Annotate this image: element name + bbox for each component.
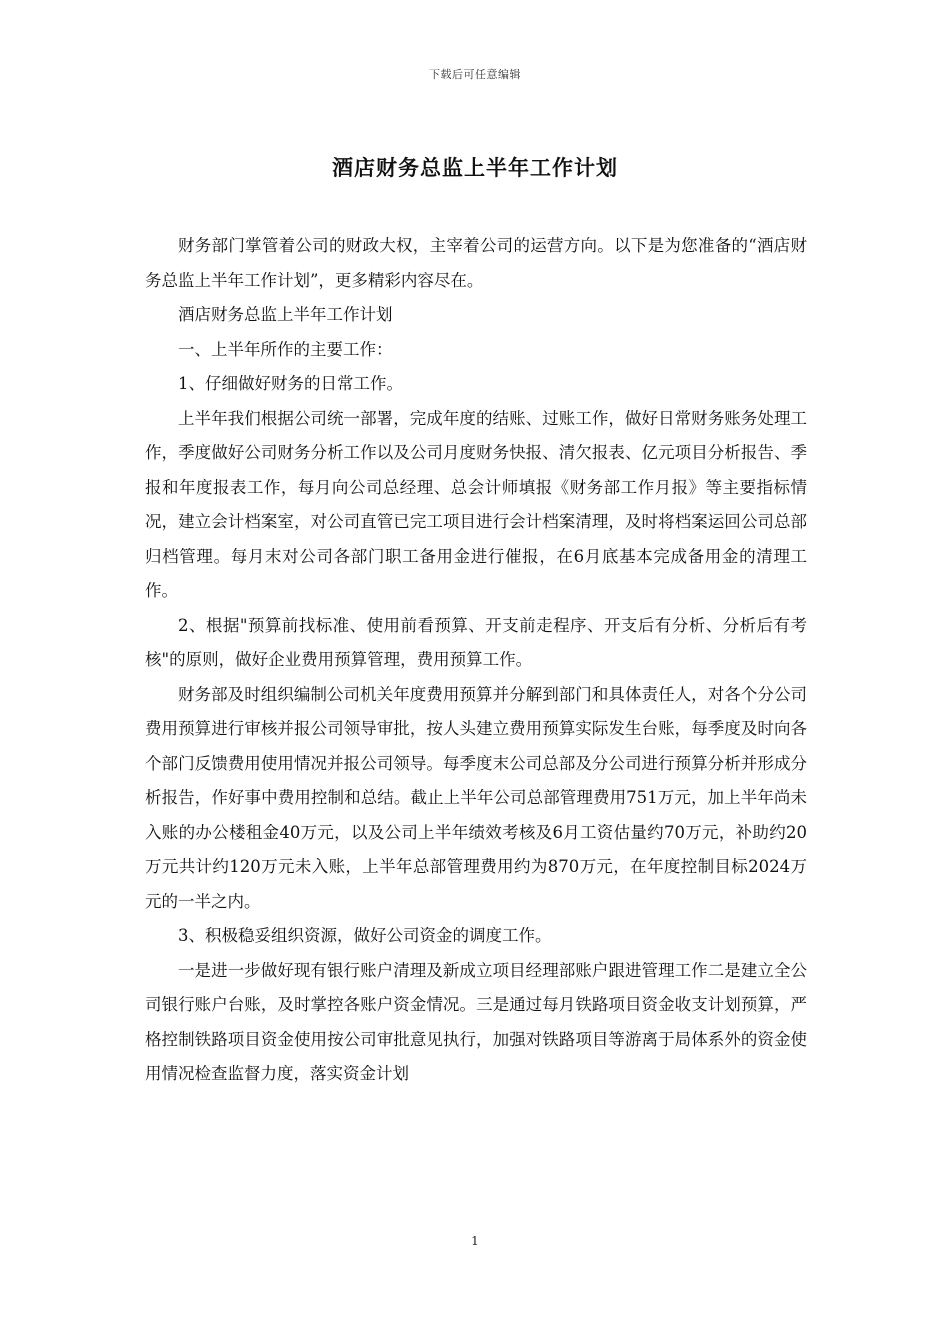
paragraph-budget: 财务部及时组织编制公司机关年度费用预算并分解到部门和具体责任人，对各个分公司费用预算进行审核并报公司领导审批，按人头建立费用预算实际发生台账，每季度及时向各个部门反馈费用使用情况并报公司领导。每季度末公司总部及分公司进行预算分析并形成分析报告，作好事中费用控制和总结。截止上半年公司总部管理费用751万元，加上半年尚未入账的办公楼租金40万元，以及公司上半年绩效考核及6月工资估量约70万元，补助约20万元共计约120万元未入账，上半年总部管理费用约为870万元，在年度控制目标2024万元的一半之内。: [145, 684, 807, 911]
paragraph-daily-work: 上半年我们根据公司统一部署，完成年度的结账、过账工作，做好日常财务账务处理工作，季度做好公司财务分析工作以及公司月度财务快报、清欠报表、亿元项目分析报告、季报和年度报表工作，每月向公司总经理、总会计师填报《财务部工作月报》等主要指标情况，建立会计档案室，对公司直管已完工项目进行会计档案清理，及时将档案运回公司总部归档管理。每月末对公司各部门职工备用金进行催报，在6月底基本完成备用金的清理工作。: [145, 408, 807, 600]
document-body: [145, 229, 807, 1092]
paragraph-subtitle: 酒店财务总监上半年工作计划: [178, 305, 393, 324]
item-heading-3: 3、积极稳妥组织资源，做好公司资金的调度工作。: [178, 926, 552, 945]
item-heading-2: 2、根据"预算前找标准、使用前看预算、开支前走程序、开支后有分析、分析后有考核"的原则，做好企业费用预算管理，费用预算工作。: [145, 615, 807, 669]
header-note: 下载后可任意编辑: [429, 68, 521, 81]
paragraph-funds: 一是进一步做好现有银行账户清理及新成立项目经理部账户跟进管理工作二是建立全公司银行账户台账，及时掌控各账户资金情况。三是通过每月铁路项目资金收支计划预算，严格控制铁路项目资金使用按公司审批意见执行，加强对铁路项目等游离于局体系外的资金使用情况检查监督力度，落实资金计划: [145, 960, 807, 1083]
paragraph-intro: 财务部门掌管着公司的财政大权，主宰着公司的运营方向。以下是为您准备的“酒店财务总监上半年工作计划”，更多精彩内容尽在。: [145, 236, 807, 290]
document-title: 酒店财务总监上半年工作计划: [332, 155, 618, 180]
item-heading-1: 1、仔细做好财务的日常工作。: [178, 374, 403, 393]
page-number: 1: [471, 1234, 479, 1248]
section-heading-1: 一、上半年所作的主要工作：: [178, 339, 393, 359]
